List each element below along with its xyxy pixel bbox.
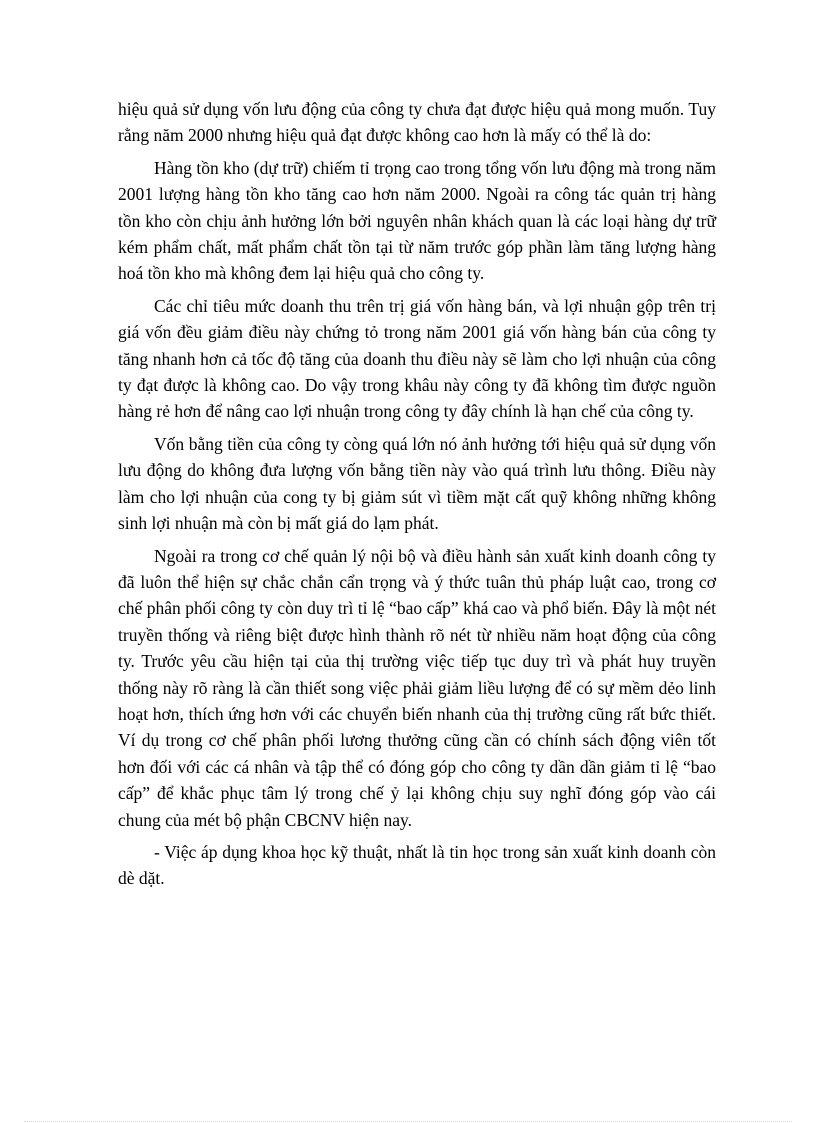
document-body [118,96,716,898]
paragraph-cash-capital: Vốn bằng tiền của công ty còng quá lớn nó ảnh hưởng tới hiệu quả sử dụng vốn lưu động do không đưa lượng vốn bằng tiền này vào quá trình lưu thông. Điều này làm cho lợi nhuận của cong ty bị giảm sút vì tiềm mặt cất quỹ không những không sinh lợi nhuận mà còn bị mất giá do lạm phát. [118,433,716,534]
paragraph-revenue-indicators: Các chỉ tiêu mức doanh thu trên trị giá vốn hàng bán, và lợi nhuận gộp trên trị giá vốn đều giảm điều này chứng tỏ trong năm 2001 giá vốn hàng bán của công ty tăng nhanh hơn cả tốc độ tăng của doanh thu điều này sẽ làm cho lợi nhuận của công ty đạt được là không cao. Do vậy trong khâu này công ty đã không tìm được nguồn hàng rẻ hơn để nâng cao lợi nhuận trong công ty đây chính là hạn chế của công ty. [118,295,716,422]
page-footer-divider [24,1121,792,1122]
paragraph-continuation: hiệu quả sử dụng vốn lưu động của công ty chưa đạt được hiệu quả mong muốn. Tuy rằng năm 2000 nhưng hiệu quả đạt được không cao hơn là mấy có thể là do: [118,99,716,146]
paragraph-inventory: Hàng tồn kho (dự trữ) chiếm tỉ trọng cao trong tổng vốn lưu động mà trong năm 2001 lượng hàng tồn kho tăng cao hơn năm 2000. Ngoài ra công tác quản trị hàng tồn kho còn chịu ảnh hưởng lớn bởi nguyên nhân khách quan là các loại hàng dự trữ kém phẩm chất, mất phẩm chất tồn tại từ năm trước góp phần làm tăng lượng hàng hoá tồn kho mà không đem lại hiệu quả cho công ty. [118,157,716,284]
paragraph-internal-management: Ngoài ra trong cơ chế quản lý nội bộ và điều hành sản xuất kinh doanh công ty đã luôn thể hiện sự chắc chắn cẩn trọng và ý thức tuân thủ pháp luật cao, trong cơ chế phân phối công ty còn duy trì tỉ lệ “bao cấp” khá cao và phổ biến. Đây là một nét truyền thống và riêng biệt được hình thành rõ nét từ nhiều năm hoạt động của công ty. Trước yêu cầu hiện tại của thị trường việc tiếp tục duy trì và phát huy truyền thống này rõ ràng là cần thiết song việc phải giảm liều lượng để có sự mềm dẻo linh hoạt hơn, thích ứng hơn với các chuyển biến nhanh của thị trường cũng rất bức thiết. Ví dụ trong cơ chế phân phối lương thưởng cũng cần có chính sách động viên tốt hơn đối với các cá nhân và tập thể có đóng góp cho công ty dần dần giảm tỉ lệ “bao cấp” để khắc phục tâm lý trong chế ỷ lại không chịu suy nghĩ đóng góp vào cái chung của mét bộ phận CBCNV hiện nay. [118,545,716,830]
paragraph-technology: - Việc áp dụng khoa học kỹ thuật, nhất là tin học trong sản xuất kinh doanh còn dè dặt. [118,841,716,889]
